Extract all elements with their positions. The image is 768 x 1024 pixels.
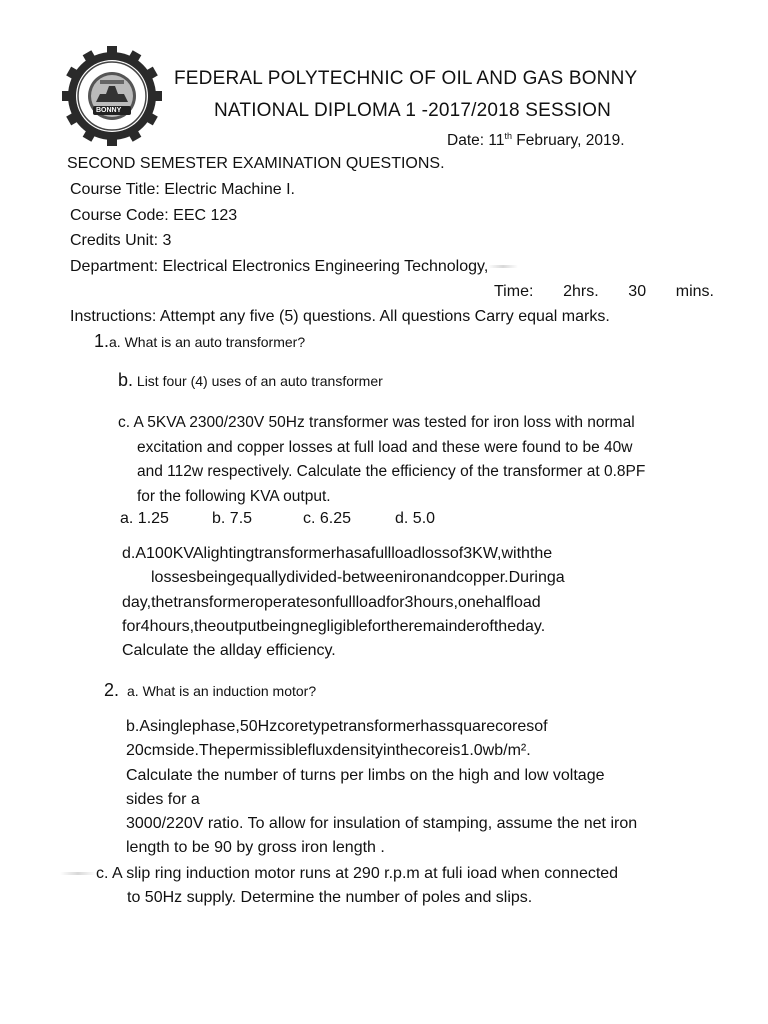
question-number: 1. bbox=[94, 331, 110, 351]
question-2b bbox=[126, 715, 652, 861]
question-line: d.A100KVAlightingtransformerhasafullloadlossof3KW,withthe bbox=[122, 545, 553, 562]
instructions: Instructions: Attempt any five (5) questions. All questions Carry equal marks. bbox=[70, 308, 610, 325]
session-title: NATIONAL DIPLOMA 1 -2017/2018 SESSION bbox=[214, 100, 612, 121]
question-2c-line-1 bbox=[60, 865, 618, 883]
question-1d bbox=[122, 542, 662, 663]
exam-title: SECOND SEMESTER EXAMINATION QUESTIONS. bbox=[67, 155, 445, 172]
question-line: 3000/220V ratio. To allow for insulation of stamping, assume the net iron bbox=[126, 815, 638, 833]
question-line: Calculate the allday efficiency. bbox=[122, 642, 336, 660]
option-a: a. 1.25 bbox=[120, 510, 169, 527]
date-prefix: Date: 11 bbox=[447, 132, 505, 149]
credits-unit: Credits Unit: 3 bbox=[70, 232, 172, 249]
question-text: List four (4) uses of an auto transformer bbox=[133, 373, 383, 389]
question-2a bbox=[104, 680, 316, 701]
time-label: Time: bbox=[494, 283, 534, 300]
question-letter: b. bbox=[118, 370, 134, 390]
question-line: sides for a bbox=[126, 790, 200, 808]
question-text: c. A slip ring induction motor runs at 290 r.p.m at fuli ioad when connected bbox=[96, 865, 619, 882]
question-text: a. What is an auto transformer? bbox=[109, 334, 306, 350]
department bbox=[70, 258, 518, 276]
time-minutes-unit: mins. bbox=[675, 283, 714, 300]
course-code: Course Code: EEC 123 bbox=[70, 207, 238, 224]
department-text: Department: Electrical Electronics Engineering Technology, bbox=[70, 258, 489, 275]
course-title: Course Title: Electric Machine I. bbox=[70, 181, 295, 198]
question-2c-line-2: to 50Hz supply. Determine the number of poles and slips. bbox=[127, 889, 533, 906]
time-minutes-number: 30 bbox=[628, 283, 647, 300]
institution-logo bbox=[60, 44, 164, 148]
question-line: 20cmside.Thepermissiblefluxdensityinthecoreis1.0wb/m². bbox=[126, 742, 531, 760]
exam-date bbox=[447, 132, 625, 150]
question-line: excitation and copper losses at full load and these were found to be 40w bbox=[137, 438, 633, 456]
gear-seal-icon bbox=[60, 44, 164, 148]
question-line: lossesbeingequallydivided-betweenironandcopper.Duringa bbox=[151, 569, 565, 587]
question-line: and 112w respectively. Calculate the efficiency of the transformer at 0.8PF bbox=[137, 463, 646, 480]
option-b: b. 7.5 bbox=[212, 510, 253, 527]
question-line: length to be 90 by gross iron length . bbox=[126, 839, 385, 857]
date-suffix-sup: th bbox=[504, 131, 512, 141]
question-line: for the following KVA output. bbox=[137, 487, 331, 505]
question-line: day,thetransformeroperatesonfullloadfor3hours,onehalfload bbox=[122, 593, 541, 611]
exam-time bbox=[494, 283, 714, 301]
question-1a bbox=[94, 331, 305, 352]
question-line: c. A 5KVA 2300/230V 50Hz transformer was tested for iron loss with normal bbox=[118, 414, 635, 431]
question-line: for4hours,theoutputbeingnegligiblefortheremainderoftheday. bbox=[122, 617, 546, 635]
question-line: Calculate the number of turns per limbs on the high and low voltage bbox=[126, 766, 605, 784]
time-hours: 2hrs. bbox=[563, 283, 599, 300]
question-number: 2. bbox=[104, 680, 120, 700]
logo-banner-text: BONNY bbox=[96, 107, 122, 114]
question-text: a. What is an induction motor? bbox=[127, 683, 317, 699]
option-c: c. 6.25 bbox=[303, 510, 352, 527]
question-line: b.Asinglephase,50Hzcoretypetransformerhassquarecoresof bbox=[126, 718, 548, 735]
question-1b bbox=[118, 370, 383, 391]
ink-smudge bbox=[60, 872, 96, 875]
ink-smudge bbox=[488, 265, 518, 268]
option-d: d. 5.0 bbox=[395, 510, 436, 527]
question-1c bbox=[118, 411, 645, 509]
institution-name: FEDERAL POLYTECHNIC OF OIL AND GAS BONNY bbox=[174, 68, 638, 89]
date-suffix: February, 2019. bbox=[511, 132, 625, 149]
